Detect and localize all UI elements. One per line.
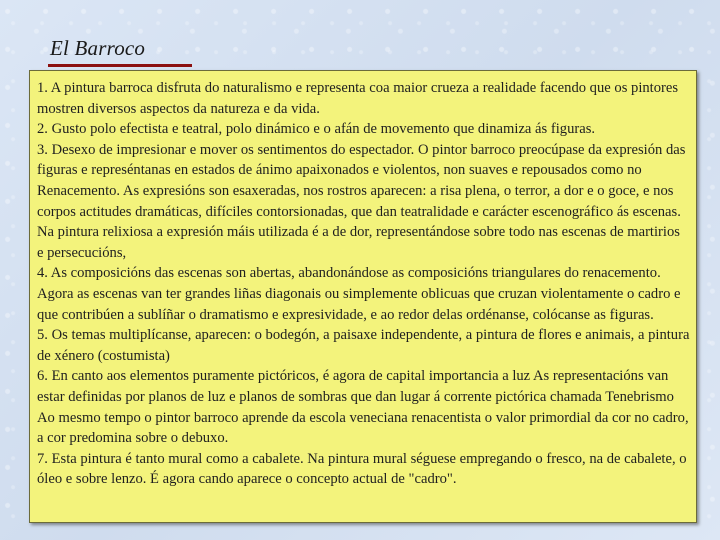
slide-title: El Barroco bbox=[50, 36, 146, 60]
content-box bbox=[29, 70, 697, 523]
point-2: 2. Gusto polo efectista e teatral, polo dinámico e o afán de movemento que dinamiza ás figuras. bbox=[37, 121, 596, 138]
point-7: 7. Esta pintura é tanto mural como a cabalete. Na pintura mural séguese empregando o fresco, na de cabalete, o óleo e sobre lenzo. É agora cando aparece o concepto actual de "cadro". bbox=[37, 450, 687, 488]
point-4: 4. As composicións das escenas son abertas, abandonándose as composicións triangulares do renacemento. Agora as escenas van ter grandes liñas diagonais ou simplemente oblicuas que cruzan violentamente o cadro e que contribúen a sublíñar o dramatismo e expresividade, e ao redor delas ordénanse, colócanse as figuras. bbox=[37, 265, 681, 323]
title-underline bbox=[48, 64, 192, 67]
point-6: 6. En canto aos elementos puramente pictóricos, é agora de capital importancia a luz As representacións van estar definidas por planos de luz e planos de sombras que dan lugar á corrente pictórica chamada Tenebrismo Ao mesmo tempo o pintor barroco aprende da escola veneciana renacentista o valor primordial da cor no cadro, a cor predomina sobre o debuxo. bbox=[37, 368, 689, 447]
point-5: 5. Os temas multiplícanse, aparecen: o bodegón, a paisaxe independente, a pintura de flores e animais, a pintura de xénero (costumista) bbox=[37, 327, 690, 364]
point-3: 3. Desexo de impresionar e mover os sentimentos do espectador. O pintor barroco preocúpase da expresión das figuras e represéntanas en estados de ánimo apaixonados e violentos, non suaves e repousados como no Renacemento. As expresións son esaxeradas, nos rostros aparecen: a risa plena, o terror, a dor e o goce, e nos corpos actitudes dramáticas, difíciles contorsionadas, que dan teatralidade e carácter escenográfico ás escenas. Na pintura relixiosa a expresión máis utilizada é a de dor, representándose sobre todo nas escenas de martirios e persecucións, bbox=[37, 141, 686, 261]
point-1: 1. A pintura barroca disfruta do naturalismo e representa coa maior crueza a realidade facendo que os pintores mostren diversos aspectos da natureza e da vida. bbox=[37, 80, 679, 117]
